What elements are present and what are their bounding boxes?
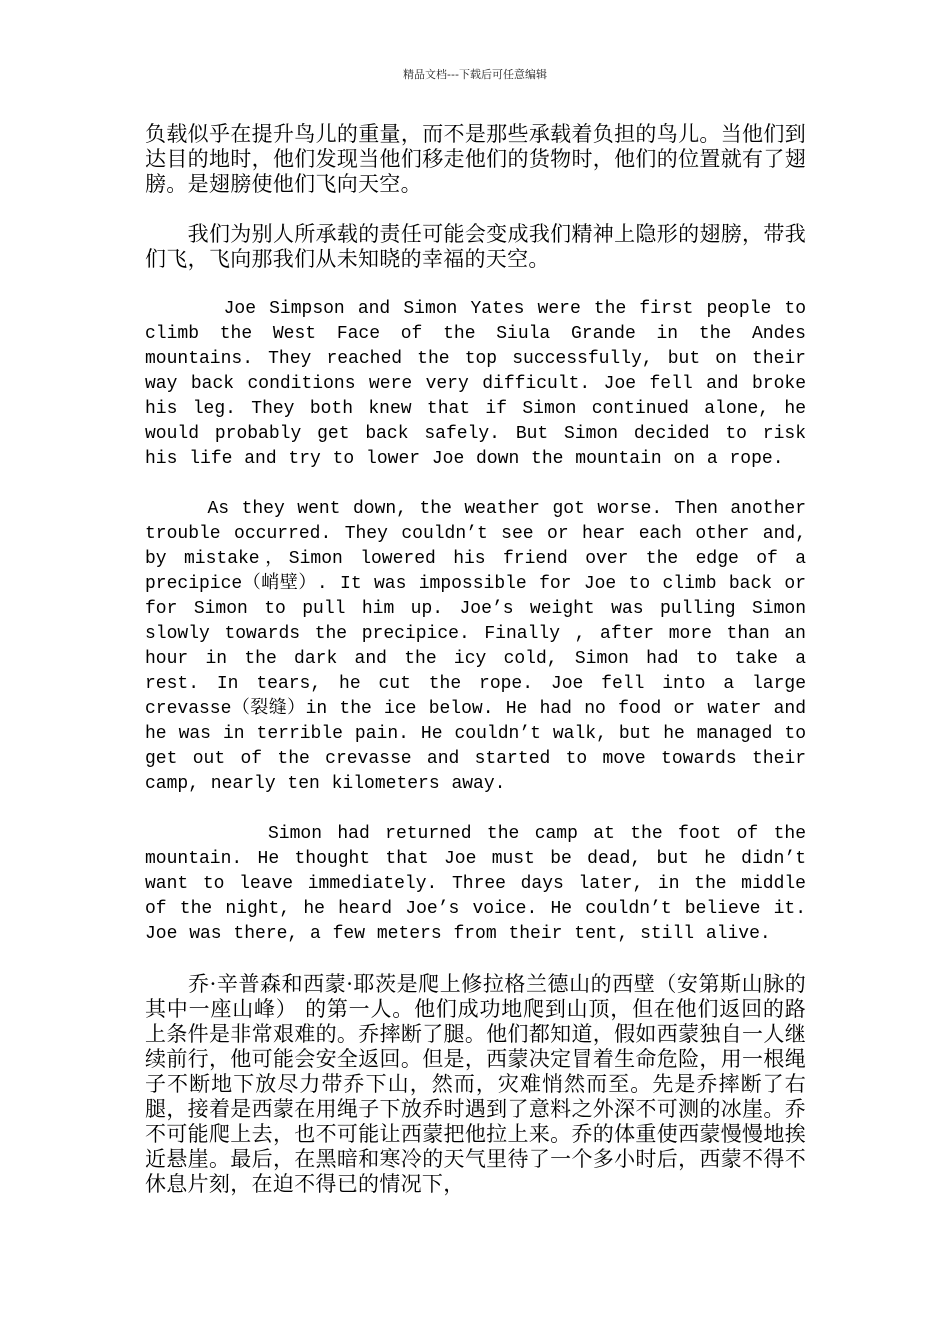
paragraph-spacer [145,797,806,822]
paragraph-en-1: Joe Simpson and Simon Yates were the first people to climb the West Face of the Siula Grande in the Andes mountains. They reached the top successfully, but on their way back conditions were very difficult. Joe fell and broke his leg. They both knew that if Simon continued alone, he would probably get back safely. But Simon decided to risk his life and try to lower Joe down the mountain on a rope. [145,299,818,469]
paragraph-spacer [145,272,806,297]
paragraph-en-3: Simon had returned the camp at the foot of the mountain. He thought that Joe must be dead, but he didn’t want to leave immediately. Three days later, in the middle of the night, he heard Joe’s voice. He couldn’t believe it. Joe was there, a few meters from their tent, still alive. [145,824,818,944]
paragraph-zh-3: 乔·辛普森和西蒙·耶茨是爬上修拉格兰德山的西壁（安第斯山脉的其中一座山峰） 的第一人。他们成功地爬到山顶，但在他们返回的路上条件是非常艰难的。乔摔断了腿。他们都知道，假如西蒙独自一人继续前行，他可能会安全返回。但是，西蒙决定冒着生命危险，用一根绳子不断地下放尽力带乔下山，然而，灾难悄然而至。先是乔摔断了右腿，接着是西蒙在用绳子下放乔时遇到了意料之外深不可测的冰崖。乔不可能爬上去，也不可能让西蒙把他拉上来。乔的体重使西蒙慢慢地挨近悬崖。最后，在黑暗和寒冷的天气里待了一个多小时后，西蒙不得不休息片刻，在迫不得已的情况下， [145,972,806,1196]
paragraph-spacer [145,472,806,497]
paragraph-zh-1: 负载似乎在提升鸟儿的重量，而不是那些承载着负担的鸟儿。当他们到达目的地时，他们发现当他们移走他们的货物时，他们的位置就有了翅膀。是翅膀使他们飞向天空。 [145,122,806,196]
page-header: 精品文档---下载后可任意编辑 [403,68,547,81]
document-body [145,122,818,1197]
paragraph-zh-2: 我们为别人所承载的责任可能会变成我们精神上隐形的翅膀，带我们飞，飞向那我们从未知晓的幸福的天空。 [145,222,806,271]
paragraph-spacer [145,197,806,222]
paragraph-spacer [145,947,806,972]
paragraph-en-2: As they went down, the weather got worse. Then another trouble occurred. They couldn’t see or hear each other and, by mistake，Simon lowered his friend over the edge of a precipice（峭壁）. It was impossible for Joe to climb back or for Simon to pull him up. Joe’s weight was pulling Simon slowly towards the precipice. Finally , after more than an hour in the dark and the icy cold, Simon had to take a rest. In tears, he cut the rope. Joe fell into a large crevasse（裂缝）in the ice below. He had no food or water and he was in terrible pain. He couldn’t walk, but he managed to get out of the crevasse and started to move towards their camp, nearly ten kilometers away. [145,499,818,794]
